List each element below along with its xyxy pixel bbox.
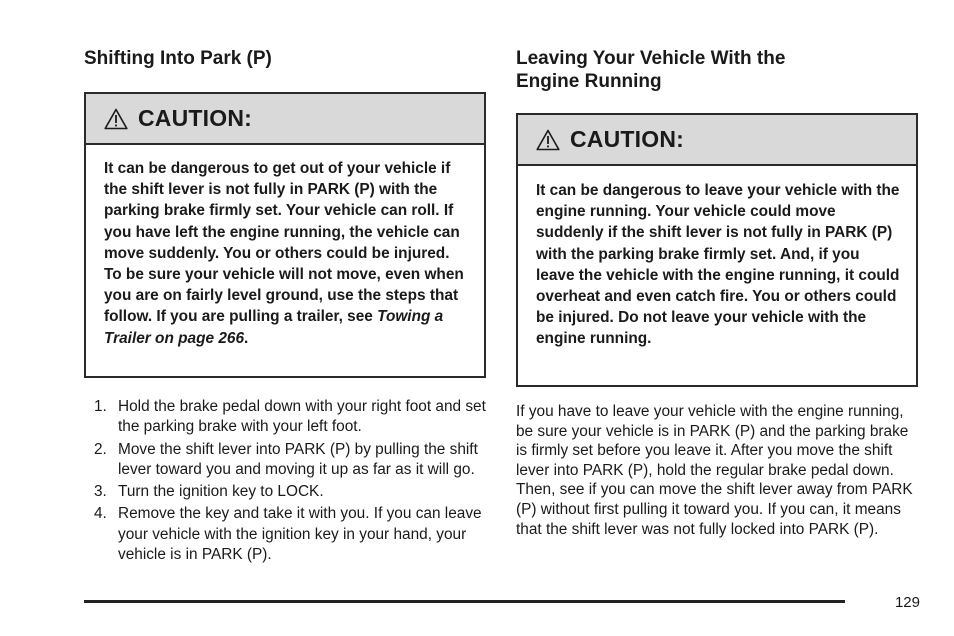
heading-line-1: Leaving Your Vehicle With the [516,48,786,69]
caution-text-end: . [244,329,249,347]
section-heading-leaving-vehicle [516,47,918,93]
list-item [84,504,494,565]
step-text: Turn the ignition key to LOCK. [118,483,324,501]
step-number: 2. [94,440,107,458]
page-number: 129 [894,594,920,611]
step-number: 4. [94,505,107,523]
list-item [84,482,494,502]
caution-cross-reference: Towing a Trailer on page 266 [104,308,444,347]
caution-box [516,113,918,387]
steps-list [84,397,494,567]
step-text: Move the shift lever into PARK (P) by pulling the shift lever toward you and moving it up as far as it will go. [118,440,478,478]
step-text: Hold the brake pedal down with your right foot and set the parking brake with your left foot. [118,398,486,436]
caution-text-main: It can be dangerous to get out of your vehicle if the shift lever is not fully in PARK (P) with the parking brake firmly set. Your vehicle can roll. If you have left the engine running, the vehicle can move suddenly. You or others could be injured. To be sure your vehicle will not move, even when you are on fairly level ground, use the steps that follow. If you are pulling a trailer, see [104,160,464,326]
warning-triangle-icon [104,108,128,130]
warning-triangle-icon [536,129,560,151]
step-number: 3. [94,483,107,501]
list-item [84,440,494,481]
caution-box [84,92,486,378]
caution-header [518,115,916,166]
heading-line-2: Engine Running [516,71,662,92]
list-item [84,397,494,438]
footer-rule [84,600,845,603]
section-heading-shifting-into-park: Shifting Into Park (P) [84,48,272,69]
caution-text: It can be dangerous to leave your vehicle with the engine running. Your vehicle could move suddenly if the shift lever is not fully in PARK (P) with the parking brake firmly set. And, if you leave the vehicle with the engine running, it could overheat and even catch fire. You or others could be injured. Do not leave your vehicle with the engine running. [536,182,900,348]
caution-title: CAUTION: [570,126,685,152]
step-text: Remove the key and take it with you. If you can leave your vehicle with the ignition key in your hand, your vehicle is in PARK (P). [118,505,482,564]
step-number: 1. [94,398,107,415]
body-paragraph: If you have to leave your vehicle with the engine running, be sure your vehicle is in PARK (P) and the parking brake is firmly set before you leave it. After you move the shift lever into PARK (P), hold the regular brake pedal down. Then, see if you can move the shift lever away from PARK (P) without first pulling it toward you. If you can, it means that the shift lever was not fully locked into PARK (P). [516,403,913,538]
caution-text [86,145,484,376]
caution-header [86,94,484,145]
caution-title: CAUTION: [138,105,253,131]
